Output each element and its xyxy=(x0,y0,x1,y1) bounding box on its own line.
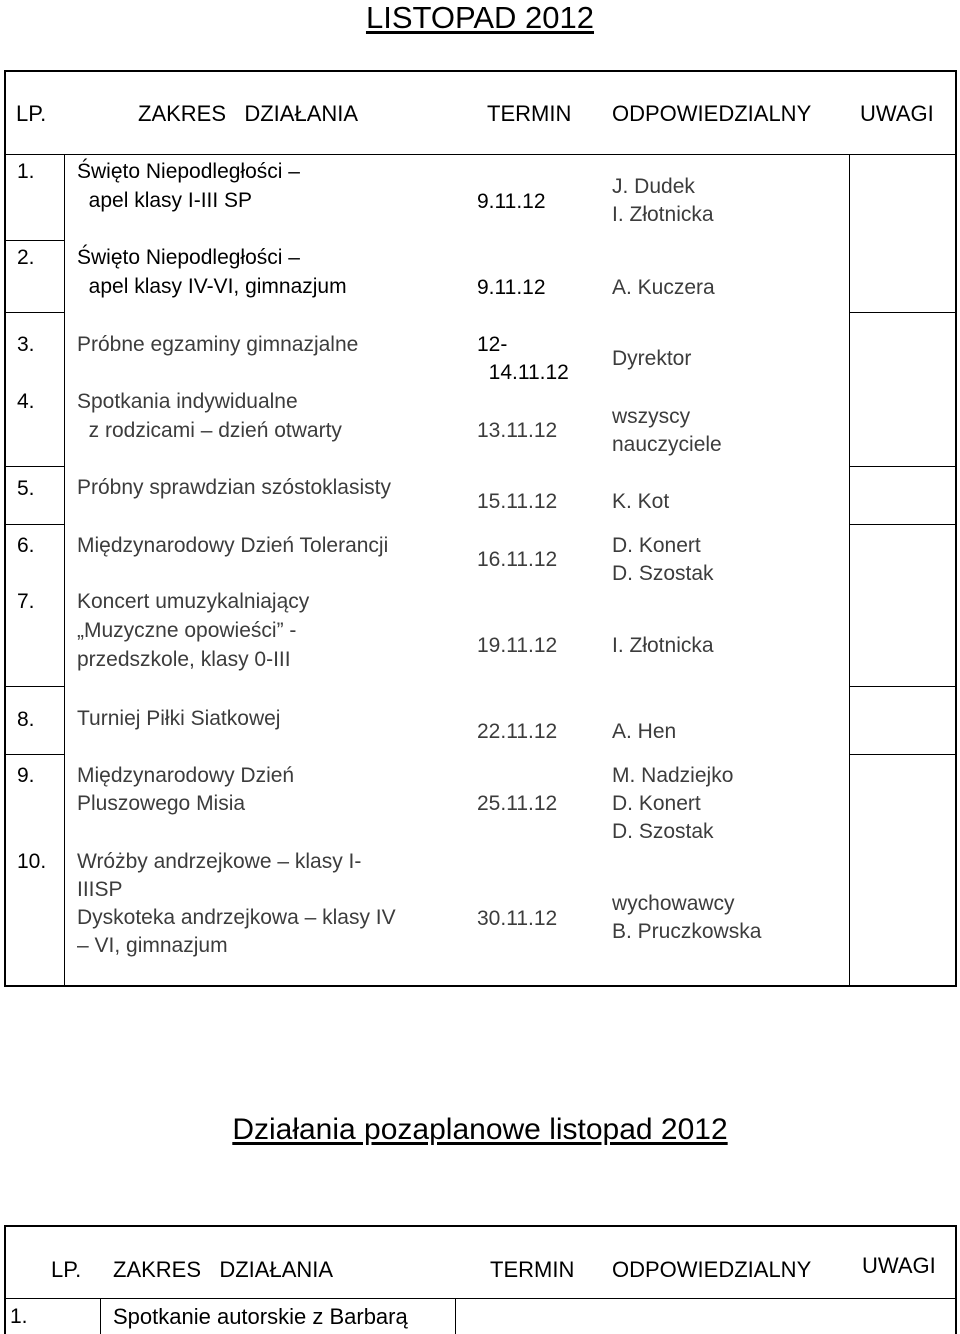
col-sep-zakres xyxy=(455,1298,456,1334)
row-zakres-line: apel klasy IV-VI, gimnazjum xyxy=(77,275,347,298)
row-termin: 30.11.12 xyxy=(477,907,558,930)
row-termin: 22.11.12 xyxy=(477,720,558,743)
row-sep xyxy=(5,312,64,313)
col-sep-uwagi xyxy=(849,155,850,986)
row-termin: 25.11.12 xyxy=(477,792,558,815)
row-odp-line: D. Konert xyxy=(612,792,701,815)
row-termin: 13.11.12 xyxy=(477,419,558,442)
row-sep xyxy=(850,686,956,687)
row-sep xyxy=(5,524,64,525)
header-separator xyxy=(4,154,957,155)
row-lp: 7. xyxy=(17,590,35,613)
row-termin: 9.11.12 xyxy=(477,190,546,213)
header-uwagi: UWAGI xyxy=(860,101,934,126)
row-zakres-line: Dyskoteka andrzejkowa – klasy IV xyxy=(77,906,396,929)
row-zakres-line: Spotkanie autorskie z Barbarą xyxy=(113,1304,408,1329)
row-odp-line: J. Dudek xyxy=(612,175,695,198)
row-lp: 1. xyxy=(10,1305,28,1328)
row-odp-line: wychowawcy xyxy=(612,892,735,915)
row-odp-line: A. Hen xyxy=(612,720,677,743)
table-border-right xyxy=(955,70,957,987)
col-sep-lp xyxy=(100,1298,101,1334)
row-zakres-line: przedszkole, klasy 0-III xyxy=(77,648,291,671)
table-border-left xyxy=(4,1225,6,1334)
row-zakres-line: Święto Niepodległości – xyxy=(77,246,300,269)
header-lp: LP. xyxy=(16,101,47,126)
row-zakres-line: Koncert umuzykalniający xyxy=(77,590,310,613)
row-odp-line: I. Złotnicka xyxy=(612,634,714,657)
row-termin: 19.11.12 xyxy=(477,634,558,657)
row-zakres-line: Święto Niepodległości – xyxy=(77,160,300,183)
header-zakres: ZAKRES DZIAŁANIA xyxy=(113,1257,334,1282)
row-lp: 9. xyxy=(17,764,35,787)
row-zakres-line: Próbny sprawdzian szóstoklasisty xyxy=(77,476,391,499)
row-sep xyxy=(850,466,956,467)
row-odp-line: K. Kot xyxy=(612,490,670,513)
row-odp-line: B. Pruczkowska xyxy=(612,920,762,943)
row-odp-line: D. Szostak xyxy=(612,820,714,843)
row-lp: 5. xyxy=(17,477,35,500)
row-zakres-line: Próbne egzaminy gimnazjalne xyxy=(77,333,359,356)
header-odpowiedzialny: ODPOWIEDZIALNY xyxy=(612,1257,812,1282)
row-lp: 10. xyxy=(17,850,47,873)
row-odp-line: I. Złotnicka xyxy=(612,203,714,226)
table-border-top xyxy=(4,1225,957,1227)
row-zakres-line: Turniej Piłki Siatkowej xyxy=(77,707,281,730)
page-title: LISTOPAD 2012 xyxy=(365,0,595,35)
row-zakres-line: apel klasy I-III SP xyxy=(77,189,253,212)
header-termin: TERMIN xyxy=(487,101,572,126)
row-lp: 1. xyxy=(17,160,35,183)
row-sep xyxy=(850,754,956,755)
row-zakres-line: Pluszowego Misia xyxy=(77,792,246,815)
row-zakres-line: IIISP xyxy=(77,878,123,901)
row-lp: 3. xyxy=(17,333,35,356)
row-odp-line: D. Szostak xyxy=(612,562,714,585)
table-border-left xyxy=(4,70,6,987)
row-termin: 12- xyxy=(477,333,508,356)
row-sep xyxy=(5,466,64,467)
row-termin: 15.11.12 xyxy=(477,490,558,513)
row-sep xyxy=(850,312,956,313)
row-zakres-line: Spotkania indywidualne xyxy=(77,390,298,413)
row-zakres-line: Międzynarodowy Dzień Tolerancji xyxy=(77,534,389,557)
table-border-top xyxy=(4,70,957,72)
row-lp: 6. xyxy=(17,534,35,557)
row-odp-line: Dyrektor xyxy=(612,347,692,370)
table-border-bottom xyxy=(4,985,957,987)
row-sep xyxy=(5,686,64,687)
section-title: Działania pozaplanowe listopad 2012 xyxy=(232,1113,728,1146)
row-odp-line: A. Kuczera xyxy=(612,276,715,299)
header-uwagi: UWAGI xyxy=(862,1253,936,1278)
row-sep xyxy=(5,754,64,755)
row-sep xyxy=(5,240,64,241)
header-zakres: ZAKRES DZIAŁANIA xyxy=(138,101,359,126)
row-termin: 14.11.12 xyxy=(477,361,569,384)
row-odp-line: M. Nadziejko xyxy=(612,764,734,787)
header-termin: TERMIN xyxy=(490,1257,575,1282)
row-zakres-line: „Muzyczne opowieści” - xyxy=(77,619,297,642)
row-zakres-line: z rodzicami – dzień otwarty xyxy=(77,419,342,442)
row-sep xyxy=(850,524,956,525)
row-zakres-line: – VI, gimnazjum xyxy=(77,934,228,957)
row-odp-line: nauczyciele xyxy=(612,433,722,456)
col-sep-lp xyxy=(64,155,65,986)
header-separator xyxy=(4,1298,957,1299)
header-lp: LP. xyxy=(51,1257,82,1282)
row-zakres-line: Międzynarodowy Dzień xyxy=(77,764,295,787)
row-zakres-line: Wróżby andrzejkowe – klasy I- xyxy=(77,850,362,873)
row-odp-line: wszyscy xyxy=(612,405,691,428)
row-lp: 8. xyxy=(17,708,35,731)
row-lp: 4. xyxy=(17,390,35,413)
table-border-right xyxy=(955,1225,957,1334)
row-termin: 16.11.12 xyxy=(477,548,558,571)
row-termin: 9.11.12 xyxy=(477,276,546,299)
row-odp-line: D. Konert xyxy=(612,534,701,557)
row-lp: 2. xyxy=(17,246,35,269)
header-odpowiedzialny: ODPOWIEDZIALNY xyxy=(612,101,812,126)
